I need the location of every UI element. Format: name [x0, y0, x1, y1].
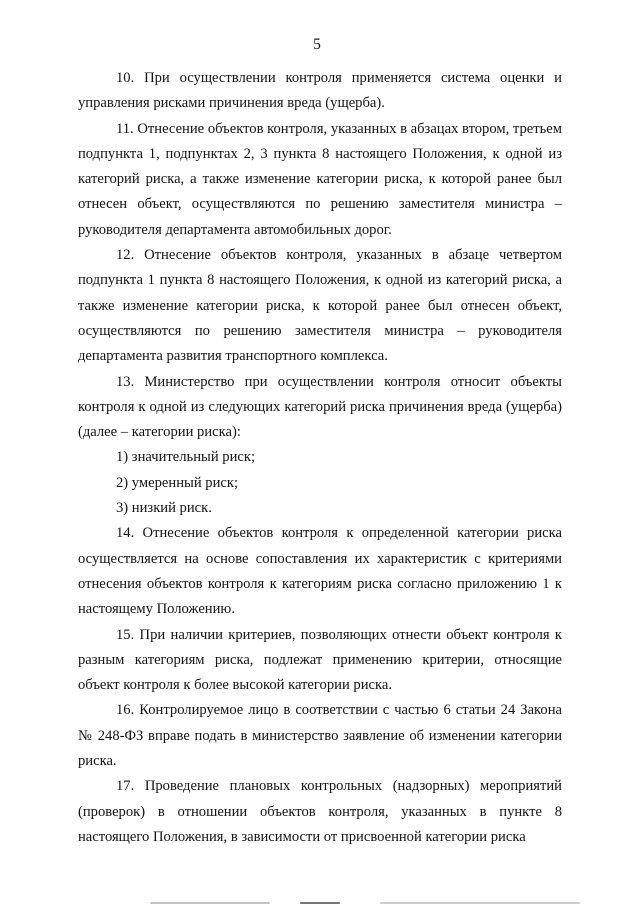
page-number: 5 [313, 36, 321, 53]
paragraph-12: 12. Отнесение объектов контроля, указанных в абзаце четвертом подпункта 1 пункта 8 настоящего Положения, к одной из категорий риска, а также изменение категории риска, к которой ранее был отнесен объект, осуществляются по решению заместителя министра – руководителя департамента развития транспортного комплекса. [78, 247, 562, 365]
paragraph-16: 16. Контролируемое лицо в соответствии с частью 6 статьи 24 Закона № 248-ФЗ вправе подать в министерство заявление об изменении категории риска. [78, 702, 562, 770]
list-item-significant-risk: 1) значительный риск; [116, 449, 256, 466]
list-item-low-risk: 3) низкий риск. [116, 500, 212, 517]
paragraph-13: 13. Министерство при осуществлении контроля относит объекты контроля к одной из следующих категорий риска причинения вреда (ущерба) (далее – категории риска): [78, 373, 562, 441]
paragraph-17: 17. Проведение плановых контрольных (надзорных) мероприятий (проверок) в отношении объектов контроля, указанных в пункте 8 настоящего Положения, в зависимости от присвоенной категории риска [78, 778, 562, 845]
paragraph-15: 15. При наличии критериев, позволяющих отнести объект контроля к разным категориям риска, подлежат применению критерии, относящие объект контроля к более высокой категории риска. [78, 626, 562, 694]
paragraph-14: 14. Отнесение объектов контроля к определенной категории риска осуществляется на основе сопоставления их характеристик с критериями отнесения объектов контроля к категориям риска согласно приложению 1 к настоящему Положению. [78, 525, 562, 618]
paragraph-11: 11. Отнесение объектов контроля, указанных в абзацах втором, третьем подпункта 1, подпунктах 2, 3 пункта 8 настоящего Положения, к одной из категорий риска, а также изменение категории риска, к которой ранее был отнесен объект, осуществляются по решению заместителя министра – руководителя департамента автомобильных дорог. [78, 120, 562, 238]
document-body [78, 66, 562, 850]
scan-edge-artifact [0, 899, 634, 905]
paragraph-10: 10. При осуществлении контроля применяется система оценки и управления рисками причинения вреда (ущерба). [78, 70, 562, 112]
list-item-moderate-risk: 2) умеренный риск; [116, 474, 239, 491]
